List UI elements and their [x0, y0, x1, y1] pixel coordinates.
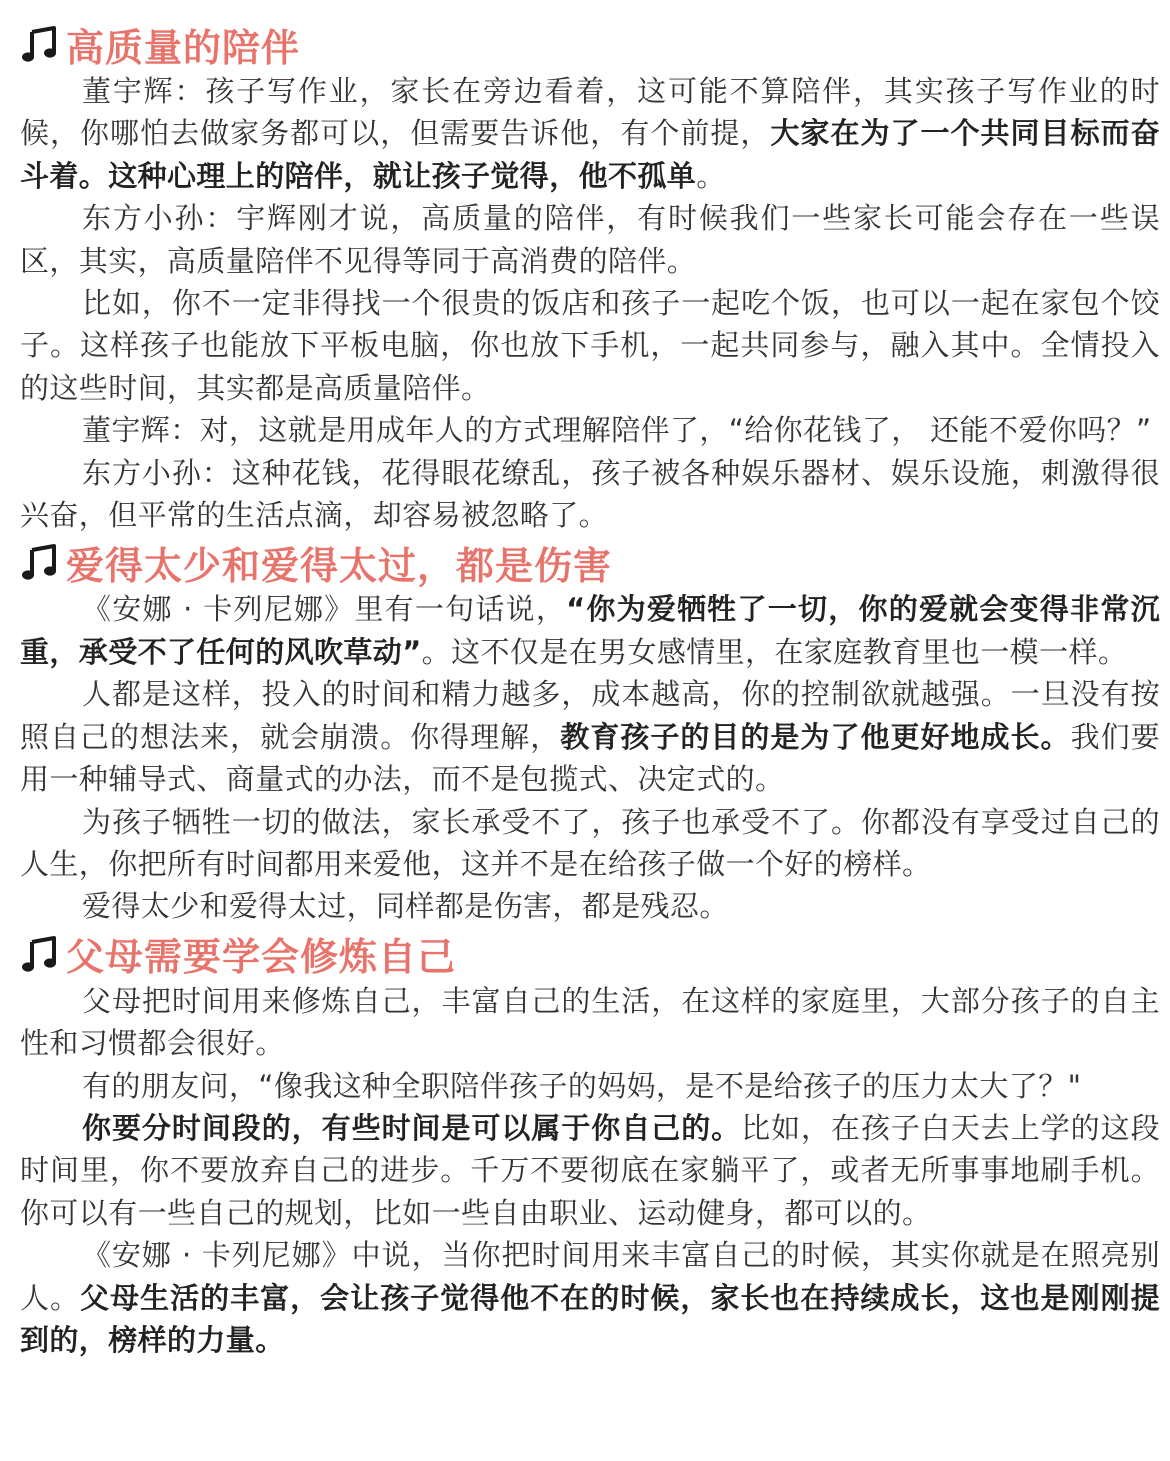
bold-text-run: 教育孩子的目的是为了他更好地成长。: [560, 719, 1071, 754]
text-run: 我们要用一种辅导式、商量式的办法，而不是包揽式、决定式的。: [20, 719, 1161, 797]
paragraph: [20, 1107, 1160, 1234]
text-run: 爱得太少和爱得太过，同样都是伤害，都是残忍。: [82, 889, 729, 924]
text-run: 董宇辉：对，这就是用成年人的方式理解陪伴了，“给你花钱了， 还能不爱你吗？”: [82, 413, 1152, 448]
bold-text-run: 父母生活的丰富，会让孩子觉得他不在的时候，家长也在持续成长，这也是刚刚提到的，榜样的力量。: [20, 1280, 1160, 1357]
paragraph: [20, 1234, 1160, 1361]
section-parents-self-improvement: [20, 928, 1160, 1362]
section-title: 高质量的陪伴: [66, 25, 301, 70]
paragraph: [20, 452, 1160, 537]
text-run: 东方小孙：宇辉刚才说，高质量的陪伴，有时候我们一些家长可能会存在一些误区，其实，高质量陪伴不见得等同于高消费的陪伴。: [20, 201, 1160, 278]
bold-text-run: “你为爱牺牲了一切，你的爱就会变得非常沉重，承受不了任何的风吹草动”: [20, 592, 1160, 669]
text-run: 人都是这样，投入的时间和精力越多，成本越高，你的控制欲就越强。一旦没有按照自己的想法来，就会崩溃。你得理解，: [20, 677, 1160, 754]
paragraph: [20, 1065, 1160, 1107]
section-heading: [20, 536, 1160, 588]
article: [20, 18, 1160, 1361]
text-run: 父母把时间用来修炼自己，丰富自己的生活，在这样的家庭里，大部分孩子的自主性和习惯都会很好。: [20, 983, 1160, 1061]
music-note-icon: [20, 542, 60, 582]
text-run: 《安娜 · 卡列尼娜》中说，当你把时间用来丰富自己的时候，其实你就是在照亮别人。: [20, 1238, 1160, 1315]
text-run: 有的朋友问，“像我这种全职陪伴孩子的妈妈，是不是给孩子的压力太大了？": [82, 1068, 1082, 1103]
text-run: 东方小孙：这种花钱，花得眼花缭乱，孩子被各种娱乐器材、娱乐设施，刺激得很兴奋，但平常的生活点滴，却容易被忽略了。: [20, 455, 1160, 533]
text-run: 。这不仅是在男女感情里，在家庭教育里也一模一样。: [421, 634, 1128, 669]
paragraph: [20, 409, 1160, 451]
paragraph: [20, 980, 1160, 1065]
paragraph: [20, 70, 1160, 197]
text-run: 董宇辉：孩子写作业，家长在旁边看着，这可能不算陪伴，其实孩子写作业的时候，你哪怕去做家务都可以，但需要告诉他，有个前提，: [20, 74, 1160, 151]
text-run: 比如，你不一定非得找一个很贵的饭店和孩子一起吃个饭，也可以一起在家包个饺子。这样孩子也能放下平板电脑，你也放下手机，一起共同参与，融入其中。全情投入的这些时间，其实都是高质量陪伴。: [20, 286, 1160, 405]
section-title: 父母需要学会修炼自己: [66, 935, 457, 980]
paragraph: [20, 885, 1160, 927]
text-run: 《安娜 · 卡列尼娜》里有一句话说，: [82, 592, 567, 627]
bold-text-run: 大家在为了一个共同目标而奋斗着。这种心理上的陪伴，就让孩子觉得，他不孤单: [20, 116, 1160, 193]
music-note-icon: [20, 24, 60, 64]
section-too-little-too-much-love: [20, 536, 1160, 927]
section-heading: [20, 18, 1160, 70]
music-note-icon: [20, 934, 60, 974]
section-heading: [20, 928, 1160, 980]
text-run: 为孩子牺牲一切的做法，家长承受不了，孩子也承受不了。你都没有享受过自己的人生，你把所有时间都用来爱他，这并不是在给孩子做一个好的榜样。: [20, 804, 1160, 881]
section-title: 爱得太少和爱得太过，都是伤害: [66, 543, 613, 588]
paragraph: [20, 801, 1160, 886]
text-run: 比如，在孩子白天去上学的这段时间里，你不要放弃自己的进步。千万不要彻底在家躺平了，或者无所事事地刷手机。你可以有一些自己的规划，比如一些自由职业、运动健身，都可以的。: [20, 1110, 1160, 1230]
paragraph: [20, 197, 1160, 282]
text-run: 。: [696, 158, 726, 193]
paragraph: [20, 588, 1160, 673]
paragraph: [20, 673, 1160, 800]
section-quality-companionship: [20, 18, 1160, 536]
bold-text-run: 你要分时间段的，有些时间是可以属于你自己的。: [82, 1110, 742, 1145]
paragraph: [20, 282, 1160, 409]
